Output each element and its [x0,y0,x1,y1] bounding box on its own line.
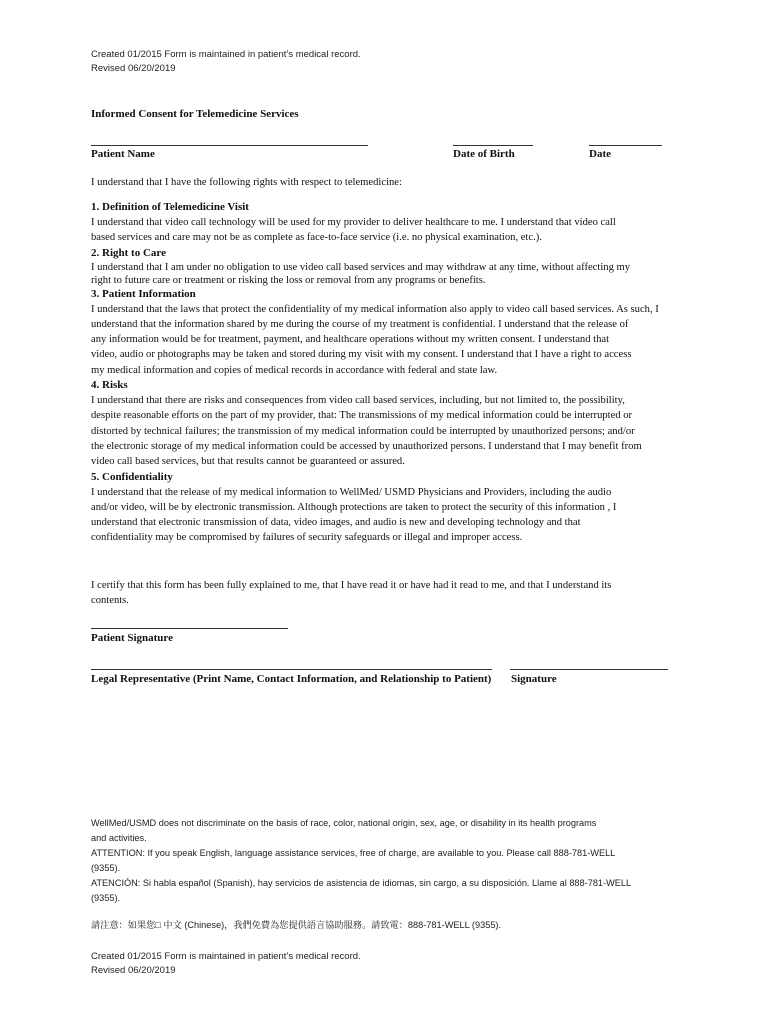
header-revised-line: Revised 06/20/2019 [91,63,176,74]
notice-line: (9355). [91,893,121,903]
notice-line: ATENCIÓN: Si habla español (Spanish), hay servicios de asistencia de idiomas, sin cargo, a su disposición. Llame al 888-781-WELL [91,878,632,888]
section-line: video, audio or photographs may be taken and stored during my visit with my consent. I understand that I have a right to access [91,349,632,361]
section-heading: 2. Right to Care [91,246,166,259]
intro-text: I understand that I have the following rights with respect to telemedicine: [91,177,402,188]
notice-line: (9355). [91,863,121,873]
section-definition [91,200,691,246]
notice-line: ATTENTION: If you speak English, language assistance services, free of charge, are available to you. Please call 888-781-WELL [91,848,616,858]
section-line: the electronic storage of my medical information could be accessed by unauthorized persons. I understand that I may benefit from [91,440,642,452]
section-line: video call based services, but that results cannot be guaranteed or assured. [91,456,405,468]
footer-created-line: Created 01/2015 Form is maintained in patient’s medical record. [91,951,361,962]
section-patient-information [91,287,691,378]
legal-rep-signature-label: Signature [511,673,557,685]
header-created-line: Created 01/2015 Form is maintained in patient’s medical record. [91,49,361,60]
section-heading: 1. Definition of Telemedicine Visit [91,201,249,213]
section-line: distorted by technical failures; the transmission of my medical information could be interrupted by unauthorized persons; and/or [91,425,635,437]
section-line: any information would be for treatment, payment, and healthcare operations without my written consent. I understand that [91,334,610,346]
form-title: Informed Consent for Telemedicine Services [91,108,299,120]
section-line: right to future care or treatment or risking the loss or removal from any programs or benefits. [91,274,486,286]
section-risks [91,378,691,469]
date-line[interactable] [589,145,662,146]
section-line: my medical information and copies of medical records in accordance with federal and state law. [91,364,498,376]
dob-line[interactable] [453,145,533,146]
section-line: understand that electronic transmission of data, video images, and audio is new and developing technology and that [91,517,581,529]
notice-line: and activities. [91,833,147,843]
certify-line: contents. [91,595,129,607]
date-label: Date [589,148,611,160]
certify-statement [91,578,691,609]
section-line: based services and care may not be as complete as face-to-face service (i.e. no physical examination, etc.). [91,232,542,244]
section-line: I understand that the release of my medical information to WellMed/ USMD Physicians and Providers, including the audio [91,486,612,498]
section-line: and/or video, will be by electronic transmission. Although protections are taken to protect the security of this information , I [91,501,617,513]
section-line: I understand that the laws that protect the confidentiality of my medical information also apply to video call based services. As such, I [91,303,659,315]
header [91,48,361,76]
section-line: I understand that video call technology will be used for my provider to deliver healthcare to me. I understand that video call [91,217,616,228]
patient-signature-line[interactable] [91,628,288,629]
section-right-to-care [91,246,691,287]
section-heading: 5. Confidentiality [91,470,173,483]
patient-name-line[interactable] [91,145,368,146]
patient-signature-label: Patient Signature [91,632,173,644]
rights-sections [91,200,691,546]
patient-name-label: Patient Name [91,148,155,160]
section-line: I understand that I am under no obligation to use video call based services and may withdraw at any time, without affecting my [91,261,631,273]
dob-label: Date of Birth [453,148,515,160]
section-line: despite reasonable efforts on the part of my provider, that: The transmissions of my medical information could be interrupted or [91,410,633,422]
chinese-notice: 請注意：如果您□ 中文 (Chinese)，我們免費為您提供語言協助服務。請致電：888-781-WELL (9355). [91,920,502,930]
footer [91,950,361,978]
language-notices [91,816,731,906]
section-heading: 4. Risks [91,379,128,392]
section-confidentiality [91,470,691,546]
footer-revised-line: Revised 06/20/2019 [91,965,176,976]
section-line: I understand that there are risks and consequences from video call based services, including, but not limited to, the possibility, [91,395,625,407]
notice-line: WellMed/USMD does not discriminate on the basis of race, color, national origin, sex, age, or disability in its health programs [91,818,597,828]
section-heading: 3. Patient Information [91,287,196,300]
legal-rep-signature-line[interactable] [510,669,668,670]
section-line: understand that the information shared by me during the course of my treatment is confidential. I understand that the release of [91,318,629,330]
section-line: confidentiality may be compromised by failures of security safeguards or illegal and improper access. [91,532,523,544]
legal-rep-line[interactable] [91,669,492,670]
legal-rep-label: Legal Representative (Print Name, Contact Information, and Relationship to Patient) [91,673,492,685]
certify-line: I certify that this form has been fully explained to me, that I have read it or have had it read to me, and that I understand its [91,580,612,591]
